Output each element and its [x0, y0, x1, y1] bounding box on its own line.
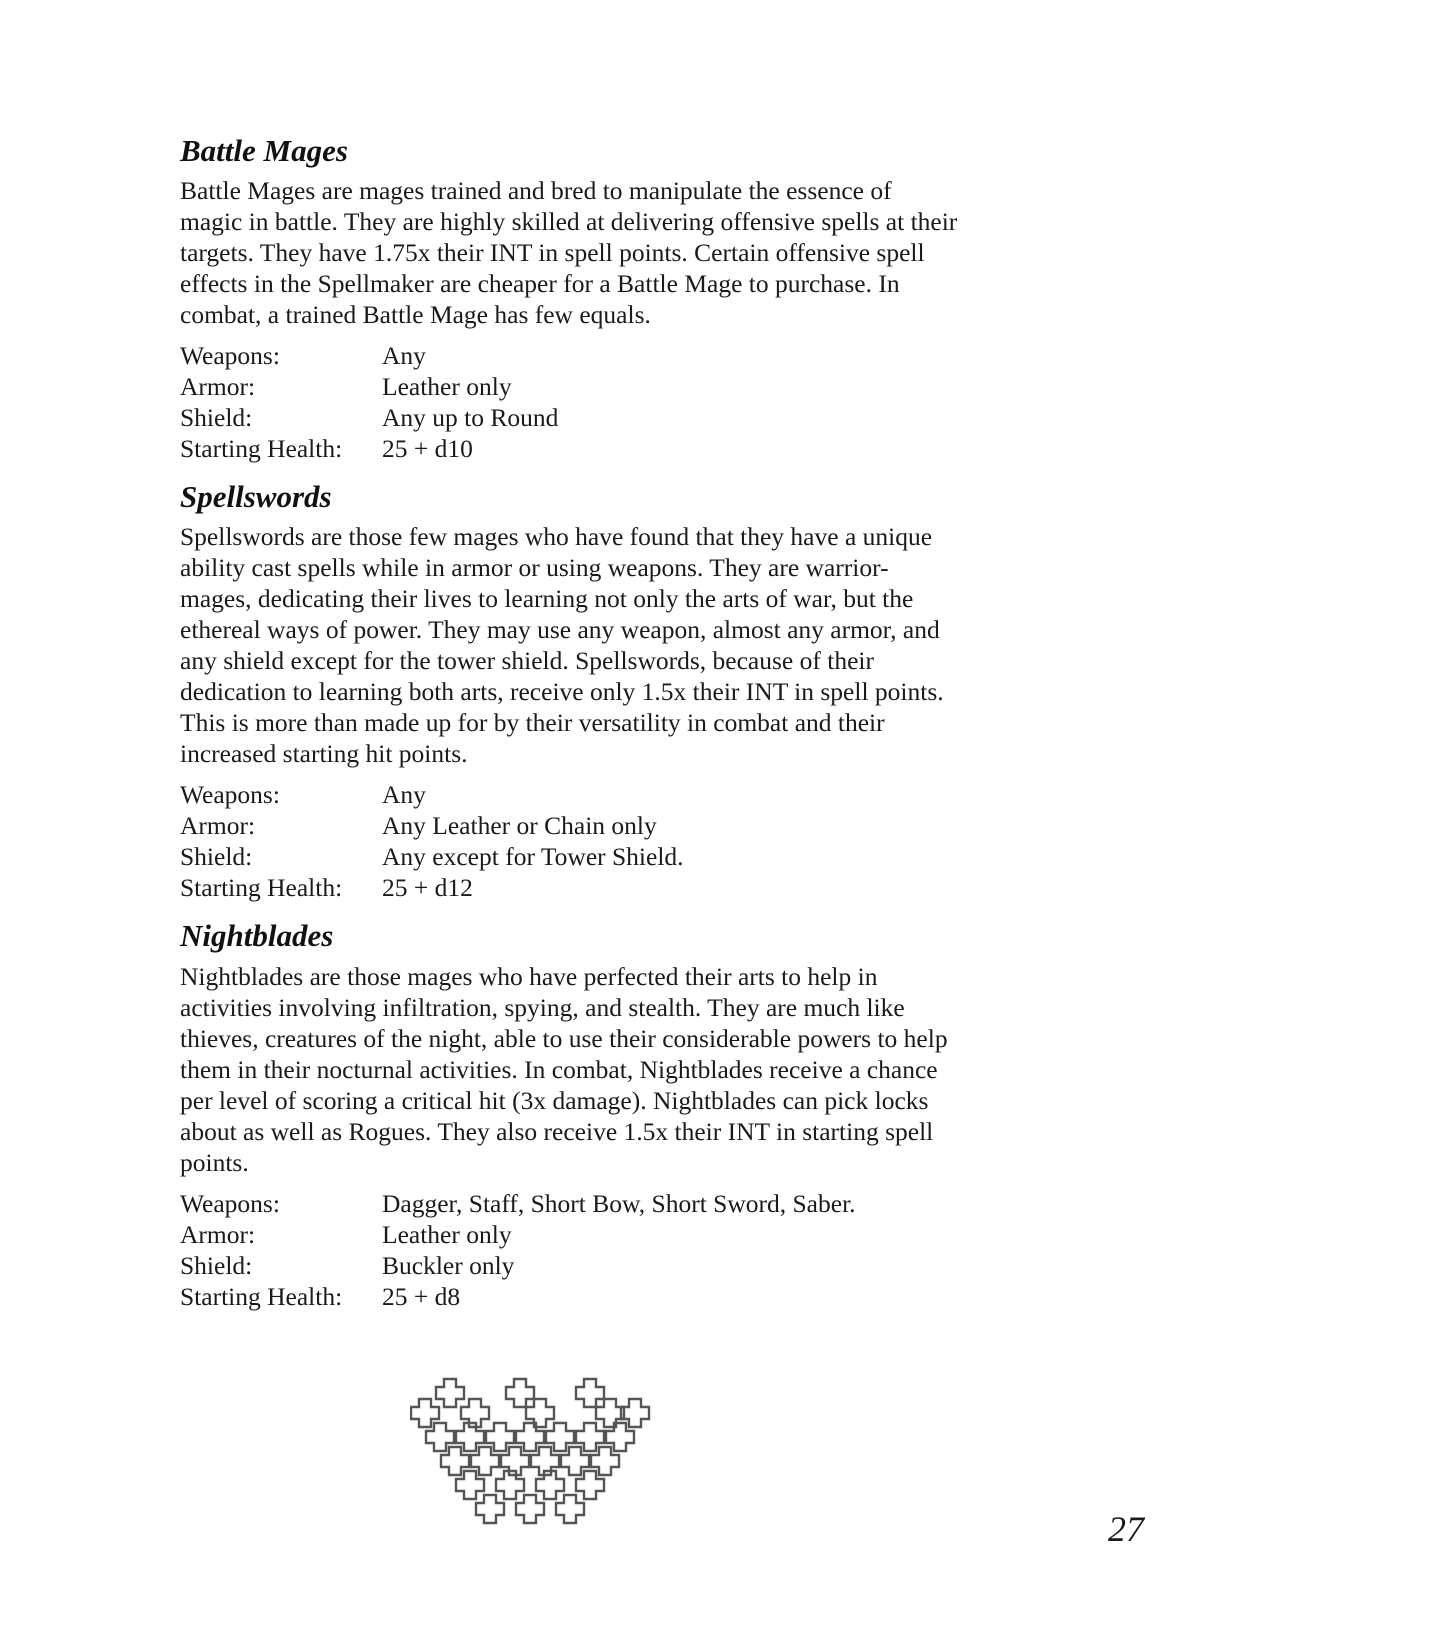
section-description: Nightblades are those mages who have perfected their arts to help in activities involving infiltration, spying, and stealth. They are much like thieves, creatures of the night, able to use their considerable powers to help them in their nocturnal activities. In combat, Nightblades receive a chance per level of scoring a critical hit (3x damage). Nightblades can pick locks about as well as Rogues. They also receive 1.5x their INT in starting spell points.: [180, 961, 948, 1177]
stat-value: Dagger, Staff, Short Bow, Short Sword, Saber.: [382, 1188, 856, 1218]
stat-value: Any: [382, 780, 426, 810]
stat-value: 25 + d10: [382, 434, 473, 464]
stat-label: Shield:: [180, 842, 253, 872]
stats-table: [180, 340, 558, 464]
stat-row: [180, 1188, 856, 1219]
section-description: Battle Mages are mages trained and bred to manipulate the essence of magic in battle. They are highly skilled at delivering offensive spells at their targets. They have 1.75x their INT in spell points. Certain offensive spell effects in the Spellmaker are cheaper for a Battle Mage to purchase. In combat, a trained Battle Mage has few equals.: [180, 176, 958, 330]
stat-label: Starting Health:: [180, 873, 343, 903]
stat-row: [180, 1250, 856, 1281]
stat-label: Weapons:: [180, 341, 280, 371]
stat-label: Armor:: [180, 1219, 256, 1249]
stat-value: Any Leather or Chain only: [382, 811, 657, 841]
stat-row: [180, 841, 684, 872]
cross-pattern-ornament-icon: [410, 1375, 670, 1535]
stat-value: Any except for Tower Shield.: [382, 842, 684, 872]
section-title: Battle Mages: [180, 133, 348, 168]
stat-label: Starting Health:: [180, 1281, 343, 1311]
stat-row: [180, 1281, 856, 1312]
stat-row: [180, 340, 558, 371]
stat-label: Armor:: [180, 811, 256, 841]
stat-label: Shield:: [180, 1250, 253, 1280]
stat-row: [180, 371, 558, 402]
stat-value: Buckler only: [382, 1250, 515, 1280]
stat-value: 25 + d12: [382, 873, 473, 903]
page-column: [180, 132, 960, 1326]
stat-row: [180, 779, 684, 810]
stat-row: [180, 872, 684, 903]
section-spellswords: [180, 478, 960, 903]
page-number: 27: [1108, 1509, 1144, 1549]
stat-row: [180, 433, 558, 464]
stat-label: Weapons:: [180, 1188, 280, 1218]
stat-row: [180, 810, 684, 841]
stat-value: Any up to Round: [382, 403, 559, 433]
stat-value: Leather only: [382, 1219, 512, 1249]
stat-label: Armor:: [180, 372, 256, 402]
stats-table: [180, 1188, 856, 1312]
stat-row: [180, 402, 558, 433]
stat-label: Shield:: [180, 403, 253, 433]
stats-table: [180, 779, 684, 903]
section-battle-mages: [180, 132, 960, 464]
section-title: Spellswords: [180, 479, 332, 515]
stat-value: Leather only: [382, 372, 512, 402]
stat-label: Weapons:: [180, 780, 280, 810]
stat-label: Starting Health:: [180, 434, 343, 464]
section-description: Spellswords are those few mages who have found that they have a unique ability cast spells while in armor or using weapons. They are warrior-mages, dedicating their lives to learning not only the arts of war, but the ethereal ways of power. They may use any weapon, almost any armor, and any shield except for the tower shield. Spellswords, because of their dedication to learning both arts, receive only 1.5x their INT in spell points. This is more than made up for by their versatility in combat and their increased starting hit points.: [180, 522, 944, 769]
section-title: Nightblades: [180, 918, 334, 954]
stat-value: 25 + d8: [382, 1281, 461, 1311]
stat-value: Any: [382, 341, 426, 371]
section-nightblades: [180, 917, 960, 1311]
stat-row: [180, 1219, 856, 1250]
